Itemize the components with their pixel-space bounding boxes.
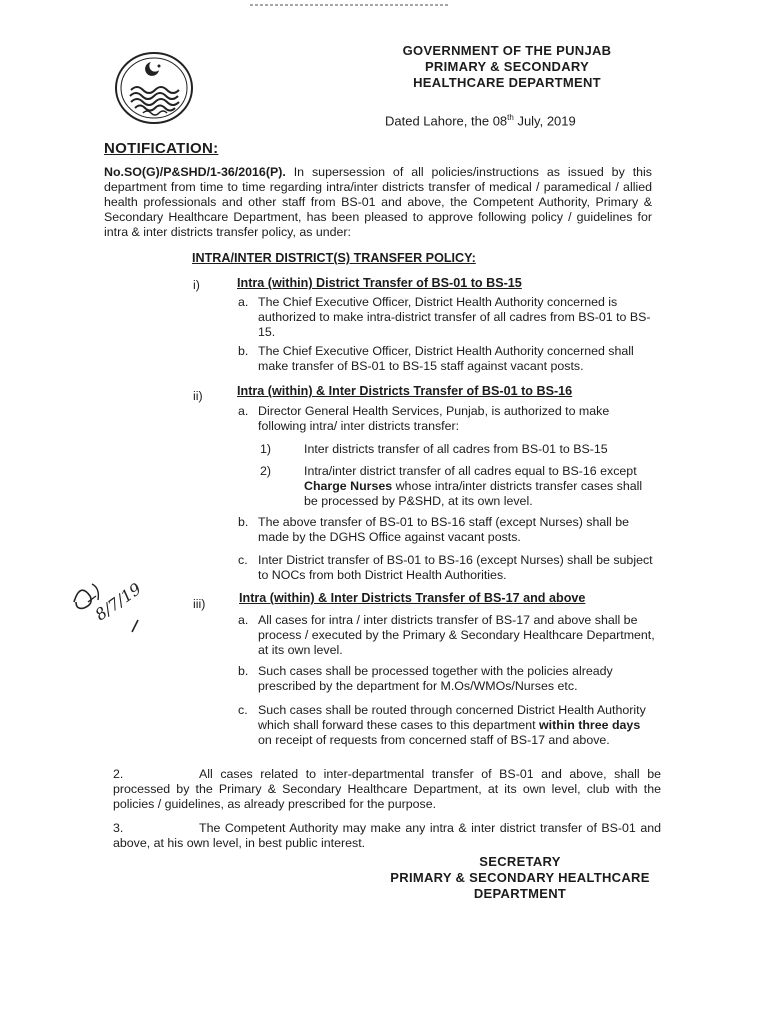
- section-3-item-a: [238, 613, 656, 658]
- header-line-1: GOVERNMENT OF THE PUNJAB: [402, 43, 612, 58]
- section-1-title: Intra (within) District Transfer of BS-01 to BS-15: [237, 276, 522, 290]
- three-days-bold: within three days: [539, 718, 641, 732]
- handwritten-date: 8/7/19: [91, 579, 145, 625]
- item-text: The Chief Executive Officer, District Health Authority concerned shall make transfer of BS-01 to BS-15 staff against vacant posts.: [258, 344, 634, 373]
- intro-paragraph: [104, 165, 652, 240]
- item-marker: b.: [238, 664, 249, 678]
- paragraph-2: [113, 767, 661, 812]
- signature-line-3: DEPARTMENT: [473, 886, 567, 901]
- punjab-govt-seal-icon: [113, 50, 195, 126]
- paragraph-number: 3.: [113, 821, 124, 835]
- item-text: Director General Health Services, Punjab, is authorized to make following intra/ inter districts transfer:: [258, 404, 610, 433]
- item-text: Such cases shall be processed together with the policies already prescribed by the department for M.Os/WMOs/Nurses etc.: [258, 664, 613, 693]
- date-prefix: Dated Lahore, the 08: [385, 113, 508, 129]
- intro-text: In supersession of all policies/instructions as issued by this department from time to time regarding intra/inter districts transfer of medical / paramedical / allied health professionals and other staff from BS-01 and above, the Competent Authority, Primary & Secondary Healthcare Department, has been pleased to approve following policy / guidelines for intra & inter districts transfer policy, as under:: [104, 165, 652, 239]
- section-2-subitem-1: [260, 442, 658, 457]
- date-line: [385, 113, 576, 128]
- item-text: Inter District transfer of BS-01 to BS-16 (except Nurses) shall be subject to NOCs from both District Health Authorities.: [258, 553, 653, 582]
- item-marker: c.: [238, 703, 248, 717]
- signature-line-2: PRIMARY & SECONDARY HEALTHCARE: [390, 870, 650, 885]
- subitem-marker: 1): [260, 442, 272, 456]
- handwritten-initials-icon: [66, 572, 166, 642]
- section-2-subitem-2: [260, 464, 658, 509]
- paragraph-text: The Competent Authority may make any intra & inter district transfer of BS-01 and above, at his own level, in best public interest.: [113, 821, 661, 850]
- section-2-label: ii): [193, 389, 203, 403]
- item-marker: b.: [238, 515, 249, 529]
- item-text: The above transfer of BS-01 to BS-16 staff (except Nurses) shall be made by the DGHS Office against vacant posts.: [258, 515, 629, 544]
- section-3-title: Intra (within) & Inter Districts Transfer of BS-17 and above: [239, 591, 586, 605]
- scan-artifact: [250, 2, 450, 8]
- item-text: All cases for intra / inter districts transfer of BS-17 and above shall be process / executed by the Primary & Secondary Healthcare Department, at its own level.: [258, 613, 655, 657]
- header-line-2: PRIMARY & SECONDARY: [424, 59, 590, 74]
- item-marker: a.: [238, 404, 249, 418]
- section-2-title: Intra (within) & Inter Districts Transfer of BS-01 to BS-16: [237, 384, 573, 398]
- subitem-text: Inter districts transfer of all cadres from BS-01 to BS-15: [304, 442, 608, 456]
- item-marker: b.: [238, 344, 249, 358]
- date-ordinal: th: [507, 113, 514, 122]
- signature-block: [370, 854, 670, 902]
- date-suffix: July, 2019: [513, 113, 576, 129]
- section-1-item-a: [238, 295, 656, 340]
- paragraph-number: 2.: [113, 767, 124, 781]
- section-1-item-b: [238, 344, 656, 374]
- reference-number: No.SO(G)/P&SHD/1-36/2016(P).: [104, 165, 286, 179]
- header-line-3: HEALTHCARE DEPARTMENT: [413, 75, 601, 90]
- item-text-part: Such cases shall be routed through concerned District Health Authority which shall forward these cases to this department: [258, 703, 646, 732]
- section-2-item-c: [238, 553, 656, 583]
- signature-line-1: SECRETARY: [479, 854, 561, 869]
- department-header: [372, 43, 642, 91]
- item-text-part: on receipt of requests from concerned staff of BS-17 and above.: [258, 733, 610, 747]
- subitem-marker: 2): [260, 464, 272, 478]
- section-2-item-b: [238, 515, 656, 545]
- subitem-text-part: Intra/inter district transfer of all cadres equal to BS-16 except: [304, 464, 637, 478]
- section-2-item-a: [238, 404, 656, 434]
- item-marker: a.: [238, 295, 249, 309]
- section-3-label: iii): [193, 597, 206, 611]
- paragraph-3: [113, 821, 661, 851]
- subitem-text-part: whose intra/inter districts transfer cases shall be processed by P&SHD, at its own level.: [304, 479, 643, 508]
- policy-title: INTRA/INTER DISTRICT(S) TRANSFER POLICY:: [192, 251, 476, 265]
- subitem-text: [304, 464, 658, 509]
- charge-nurses-bold: Charge Nurses: [304, 479, 393, 493]
- item-text: The Chief Executive Officer, District Health Authority concerned is authorized to make intra-district transfer of all cadres from BS-01 to BS-15.: [258, 295, 651, 339]
- item-text: [258, 703, 656, 748]
- section-1-label: i): [193, 278, 200, 292]
- section-3-item-b: [238, 664, 656, 694]
- section-3-item-c: [238, 703, 656, 748]
- notification-title: NOTIFICATION:: [104, 140, 219, 157]
- item-marker: a.: [238, 613, 249, 627]
- paragraph-text: All cases related to inter-departmental transfer of BS-01 and above, shall be processed by the Primary & Secondary Healthcare Department, at its own level, club with the policies / guidelines, as already prescribed for the purpose.: [113, 767, 661, 811]
- item-marker: c.: [238, 553, 248, 567]
